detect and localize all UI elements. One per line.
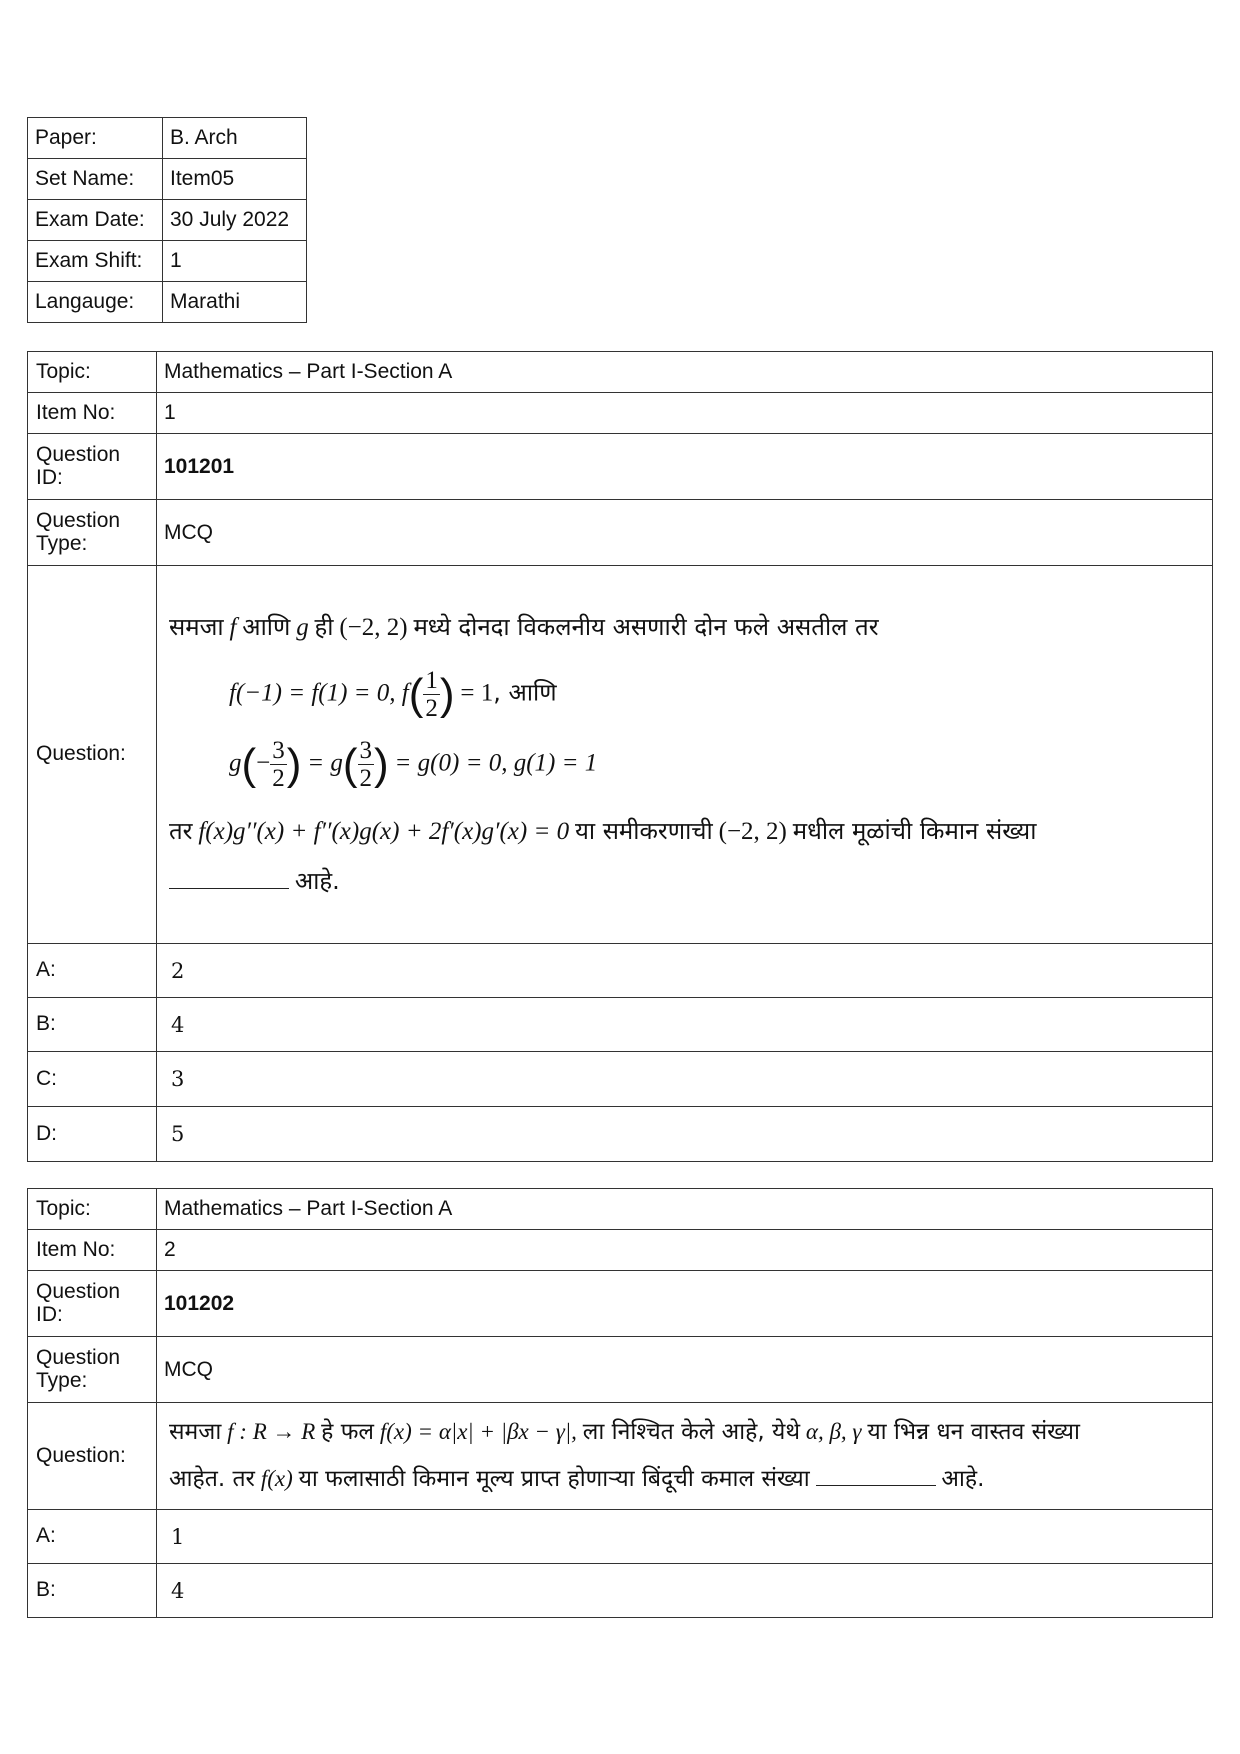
meta-label: Paper:	[28, 118, 163, 159]
meta-value: 1	[163, 241, 307, 282]
q1-type-row	[28, 500, 1213, 566]
q1-line-4: तर f(x)g′′(x) + f′′(x)g(x) + 2f′(x)g′(x) = 0 या समीकरणाची (−2, 2) मधील मूळांची किमान संख्या	[169, 816, 1037, 845]
q1-topic-row	[28, 352, 1213, 393]
q1-item-row	[28, 393, 1213, 434]
topic-label: Topic:	[28, 1189, 157, 1230]
q2-question-row	[28, 1403, 1213, 1510]
q2-topic-row	[28, 1189, 1213, 1230]
q1-option-c-row	[28, 1052, 1213, 1107]
q1-option-a-row	[28, 944, 1213, 998]
question-1-table	[27, 351, 1213, 1162]
meta-label: Exam Shift:	[28, 241, 163, 282]
meta-label: Exam Date:	[28, 200, 163, 241]
q2-option-a-row	[28, 1510, 1213, 1564]
q1-option-d-row	[28, 1107, 1213, 1162]
q1-line-1: समजा f आणि g ही (−2, 2) मध्ये दोनदा विकलनीय असणारी दोन फले असतील तर	[169, 612, 879, 641]
meta-row-exam-date	[28, 200, 307, 241]
question-label: Question:	[28, 1403, 157, 1510]
meta-label: Langauge:	[28, 282, 163, 323]
q1-topic-value: Mathematics – Part I-Section A	[157, 352, 1213, 393]
option-c-label: C:	[28, 1052, 157, 1107]
meta-row-paper	[28, 118, 307, 159]
meta-row-exam-shift	[28, 241, 307, 282]
q1-option-d: 5	[157, 1107, 1213, 1162]
item-no-label: Item No:	[28, 1230, 157, 1271]
meta-label: Set Name:	[28, 159, 163, 200]
meta-row-language	[28, 282, 307, 323]
topic-label: Topic:	[28, 352, 157, 393]
q1-line-5: आहे.	[169, 857, 1200, 907]
question-2-table	[27, 1188, 1213, 1618]
q2-question-body	[157, 1403, 1213, 1510]
question-label: Question:	[28, 566, 157, 944]
q2-id-row	[28, 1271, 1213, 1337]
meta-row-set-name	[28, 159, 307, 200]
exam-meta-table	[27, 117, 307, 323]
question-id-label: Question ID:	[28, 1271, 157, 1337]
q2-item-row	[28, 1230, 1213, 1271]
option-b-label: B:	[28, 998, 157, 1052]
q1-option-b-row	[28, 998, 1213, 1052]
q2-line-1: समजा f : R → R हे फल f(x) = α|x| + |βx − γ|, ला निश्चित केले आहे, येथे α, β, γ या भिन्न धन वास्तव संख्या	[169, 1419, 1080, 1445]
option-d-label: D:	[28, 1107, 157, 1162]
q2-option-b-row	[28, 1564, 1213, 1618]
q1-question-body	[157, 566, 1213, 944]
item-no-label: Item No:	[28, 393, 157, 434]
q1-question-id-value: 101201	[157, 434, 1213, 500]
q1-question-type-value: MCQ	[157, 500, 1213, 566]
q1-equation-2: g(− $\frac{3}{2}$ ) = g( $\frac{3}{2}$ ) = g(0) = 0, g(1) = 1	[229, 736, 598, 792]
q1-item-no-value: 1	[157, 393, 1213, 434]
q1-equation-1: f(−1) = f(1) = 0, f( $\frac{1}{2}$ ) = 1, आणि	[229, 666, 557, 722]
q1-option-c: 3	[157, 1052, 1213, 1107]
meta-value: B. Arch	[163, 118, 307, 159]
q1-question-row	[28, 566, 1213, 944]
meta-value: 30 July 2022	[163, 200, 307, 241]
option-b-label: B:	[28, 1564, 157, 1618]
q2-line-2: आहेत. तर f(x) या फलासाठी किमान मूल्य प्राप्त होणाऱ्या बिंदूची कमाल संख्या आहे.	[169, 1456, 1200, 1503]
q1-option-a: 2	[157, 944, 1213, 998]
option-a-label: A:	[28, 1510, 157, 1564]
q2-topic-value: Mathematics – Part I-Section A	[157, 1189, 1213, 1230]
option-a-label: A:	[28, 944, 157, 998]
meta-value: Marathi	[163, 282, 307, 323]
answer-blank	[169, 866, 289, 889]
meta-value: Item05	[163, 159, 307, 200]
q2-item-no-value: 2	[157, 1230, 1213, 1271]
q2-option-b: 4	[157, 1564, 1213, 1618]
question-id-label: Question ID:	[28, 434, 157, 500]
q2-type-row	[28, 1337, 1213, 1403]
answer-blank	[816, 1463, 936, 1486]
question-type-label: Question Type:	[28, 500, 157, 566]
q2-option-a: 1	[157, 1510, 1213, 1564]
q2-question-id-value: 101202	[157, 1271, 1213, 1337]
q1-id-row	[28, 434, 1213, 500]
q2-question-type-value: MCQ	[157, 1337, 1213, 1403]
question-type-label: Question Type:	[28, 1337, 157, 1403]
q1-option-b: 4	[157, 998, 1213, 1052]
